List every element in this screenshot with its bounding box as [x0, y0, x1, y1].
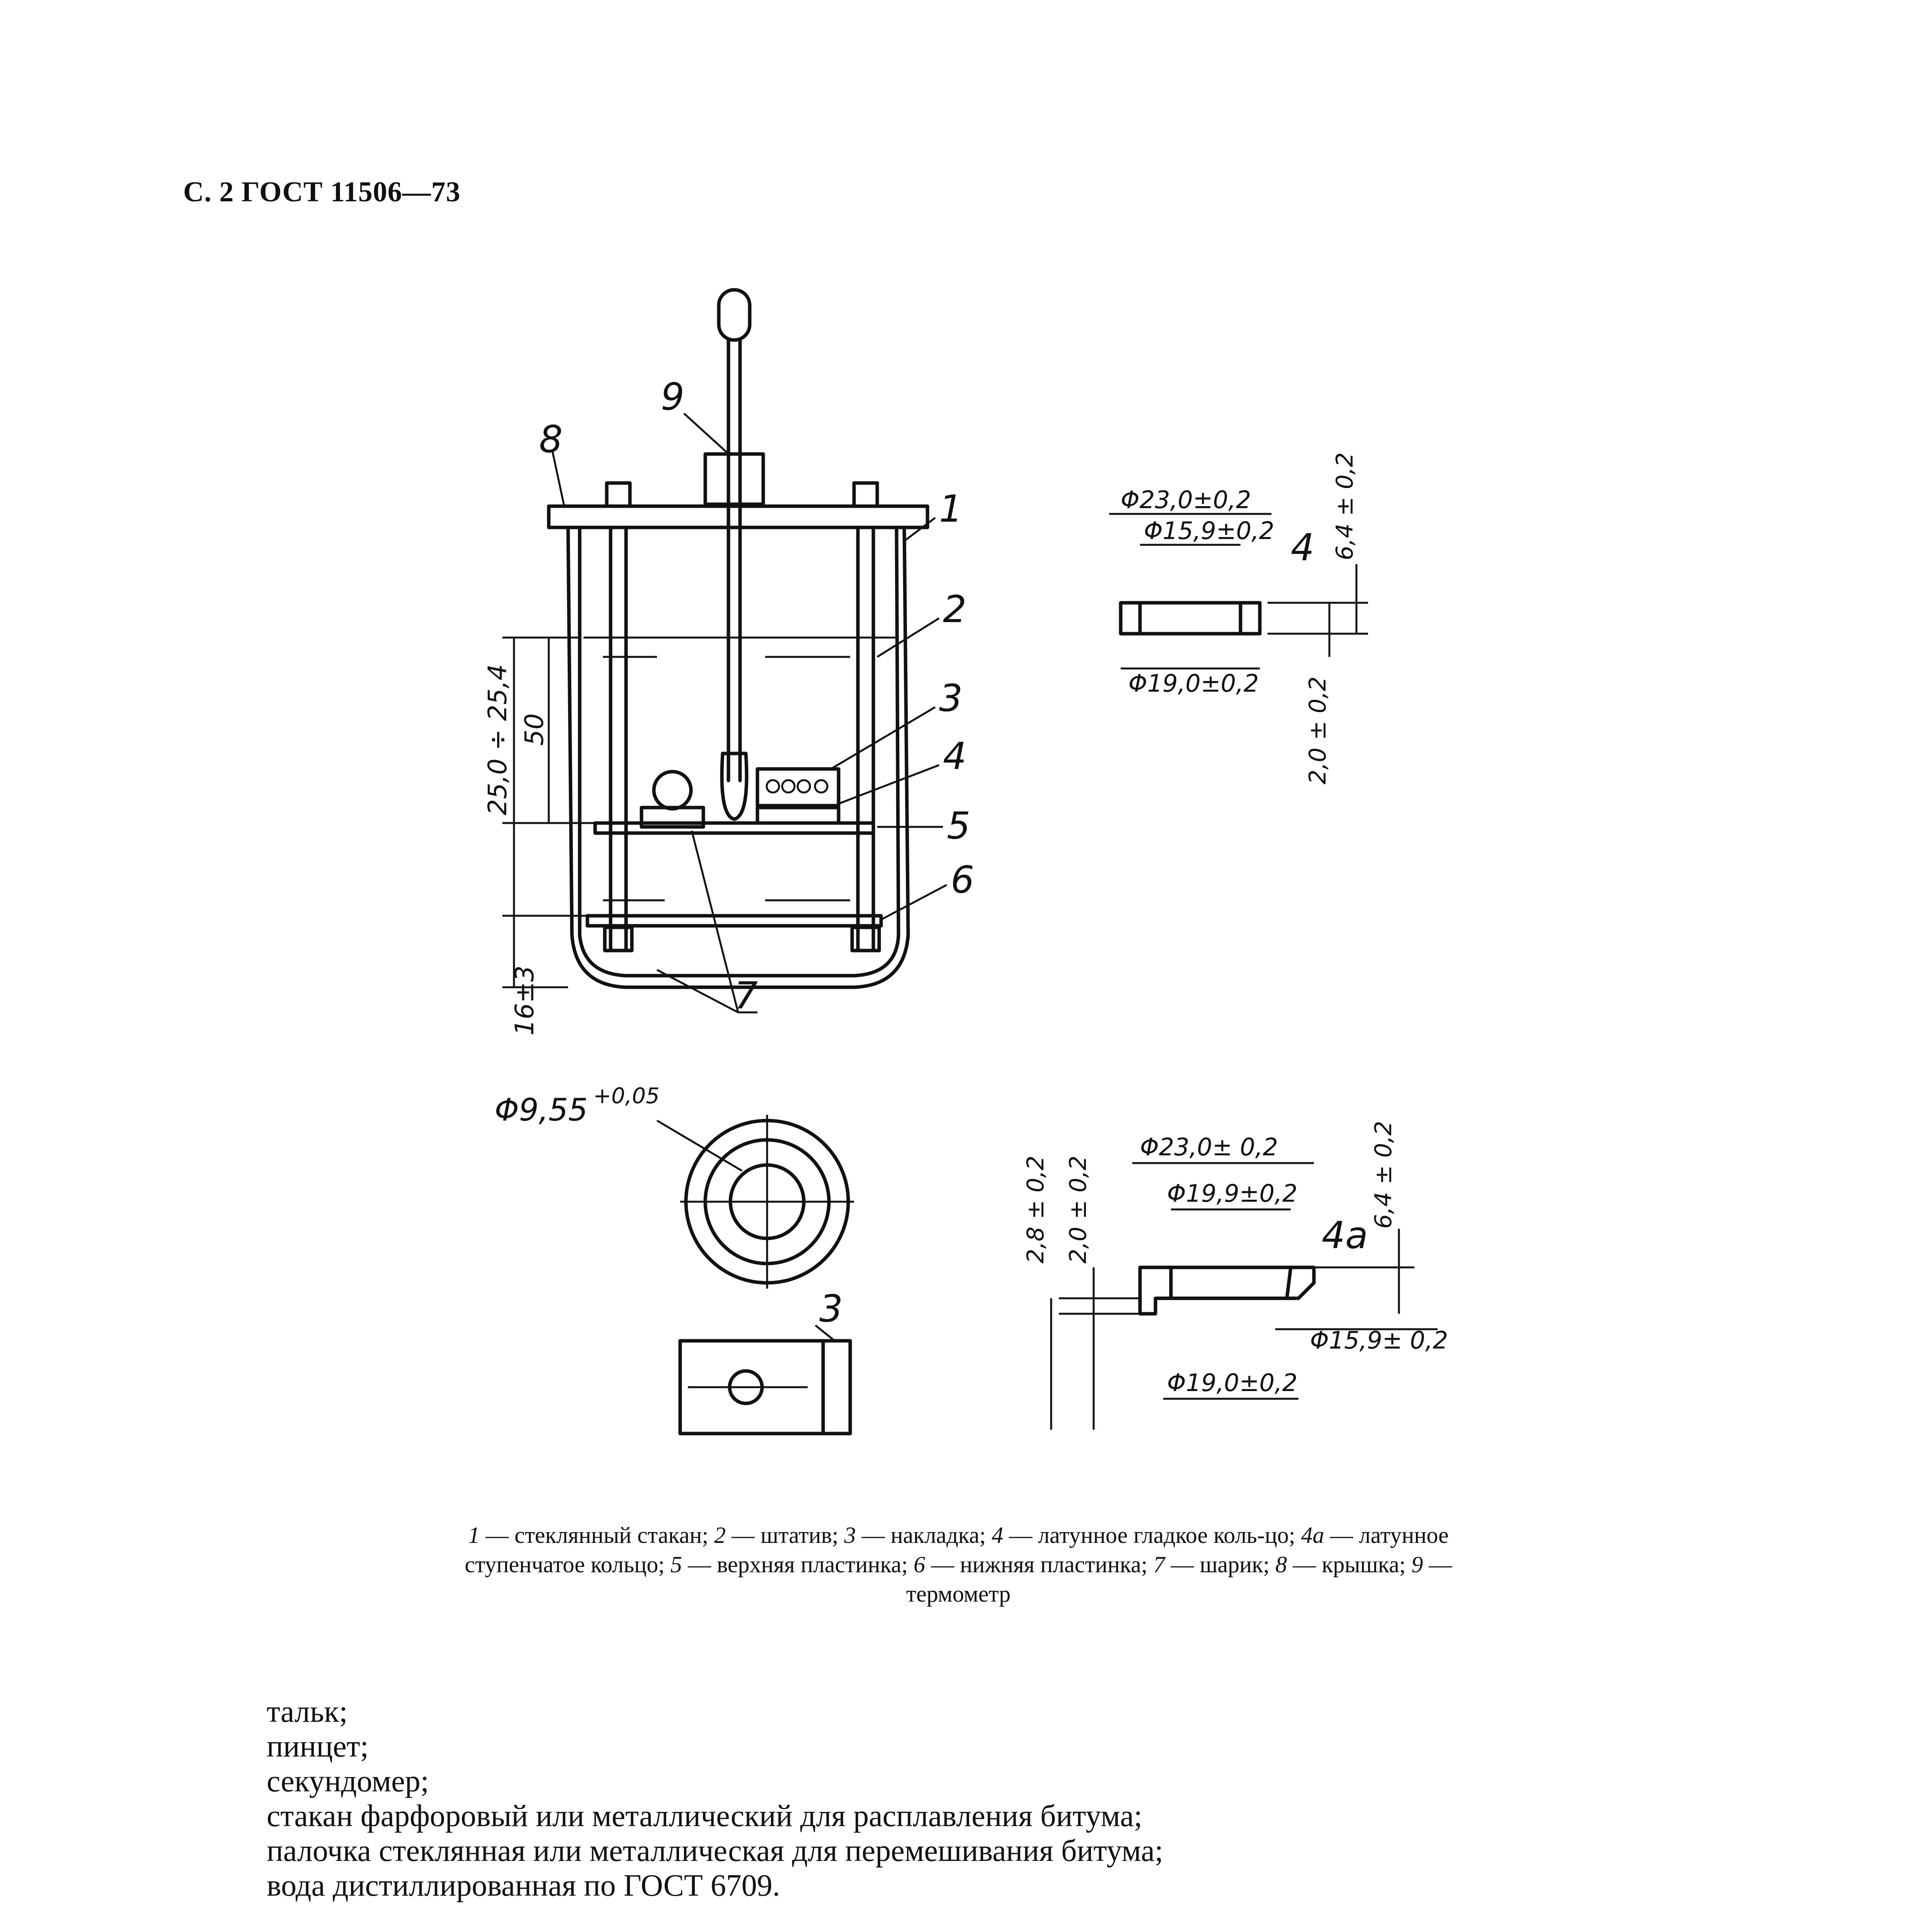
ring4a-inner-dia: Φ19,9±0,2	[1167, 1179, 1298, 1208]
cover-3-drawing	[657, 1115, 854, 1434]
ring4-label: 4	[1291, 526, 1315, 569]
list-item: пинцет;	[267, 1730, 369, 1764]
caption-num: 6	[914, 1552, 926, 1577]
callout-6: 6	[951, 858, 975, 901]
caption-num: 9	[1411, 1552, 1423, 1577]
page-header: С. 2 ГОСТ 11506—73	[183, 176, 461, 208]
dim-bottom-gap: 16±3	[510, 965, 539, 1036]
caption-num: 2	[714, 1522, 726, 1548]
thermometer-top	[719, 290, 750, 340]
callout-5: 5	[947, 804, 971, 847]
caption-num: 7	[1153, 1552, 1165, 1577]
caption-text: — верхняя пластинка;	[682, 1552, 914, 1577]
ring4-height: 6,4 ± 0,2	[1331, 452, 1358, 560]
callout-3: 3	[939, 677, 963, 720]
cover3-hole-dia: Φ9,55	[495, 1092, 588, 1128]
caption-num: 4	[992, 1522, 1004, 1548]
caption-text: — шарик;	[1165, 1552, 1276, 1577]
caption-text: — штатив;	[726, 1522, 844, 1548]
caption-num: 5	[670, 1552, 682, 1577]
list-item: секундомер;	[267, 1764, 429, 1798]
equipment-list	[267, 1694, 1163, 1903]
ring4a-bottom-dia: Φ19,0±0,2	[1167, 1369, 1298, 1397]
callout-1: 1	[939, 487, 963, 531]
caption-text: — латунное ступенчатое кольцо;	[465, 1522, 1449, 1577]
caption-text: — крышка;	[1287, 1552, 1412, 1577]
ring4-inner-dia: Φ15,9±0,2	[1144, 517, 1274, 545]
lower-plate	[587, 916, 881, 926]
caption-num: 8	[1275, 1552, 1287, 1577]
figure-caption	[448, 1520, 1468, 1609]
list-item: вода дистиллированная по ГОСТ 6709.	[267, 1869, 780, 1903]
ring4a-step2: 2,0 ± 0,2	[1065, 1155, 1092, 1264]
ring4a-bottom-inner-dia: Φ15,9± 0,2	[1310, 1326, 1448, 1354]
ring4-outer-dia: Φ23,0±0,2	[1121, 486, 1251, 514]
apparatus-drawing	[502, 290, 947, 1012]
caption-text: — термометр	[906, 1552, 1452, 1607]
callout-8: 8	[539, 418, 563, 461]
ring4a-height: 6,4 ± 0,2	[1370, 1121, 1397, 1229]
ring4-step: 2,0 ± 0,2	[1304, 676, 1331, 784]
ring4a-step1: 2,8 ± 0,2	[1022, 1155, 1049, 1264]
callout-7: 7	[734, 974, 758, 1017]
ring4a-label: 4a	[1322, 1214, 1368, 1257]
lid	[549, 506, 927, 527]
list-item: стакан фарфоровый или металлический для расплавления битума;	[267, 1799, 1143, 1833]
caption-num: 3	[844, 1522, 856, 1548]
ball	[654, 772, 691, 809]
cover3-label: 3	[819, 1287, 843, 1330]
cover3-hole-tol: +0,05	[593, 1083, 660, 1109]
caption-num: 4а	[1301, 1522, 1324, 1548]
ring4a-outer-dia: Φ23,0± 0,2	[1140, 1133, 1278, 1161]
callout-9: 9	[661, 375, 685, 418]
list-item: тальк;	[267, 1695, 348, 1729]
list-item: палочка стеклянная или металлическая для перемешивания битума;	[267, 1834, 1164, 1868]
thermometer-bulb	[722, 753, 747, 819]
caption-text: — накладка;	[856, 1522, 992, 1548]
ring4-bottom-dia: Φ19,0±0,2	[1128, 669, 1259, 697]
dim-liquid-depth: 50	[519, 713, 549, 746]
caption-text: — нижняя пластинка;	[925, 1552, 1154, 1577]
caption-text: — латунное гладкое коль-цо;	[1003, 1522, 1301, 1548]
caption-num: 1	[468, 1522, 480, 1548]
caption-text: — стеклянный стакан;	[480, 1522, 714, 1548]
dim-sample-height: 25,0 ÷ 25,4	[483, 664, 512, 815]
callout-4: 4	[943, 735, 967, 778]
callout-2: 2	[943, 588, 967, 631]
